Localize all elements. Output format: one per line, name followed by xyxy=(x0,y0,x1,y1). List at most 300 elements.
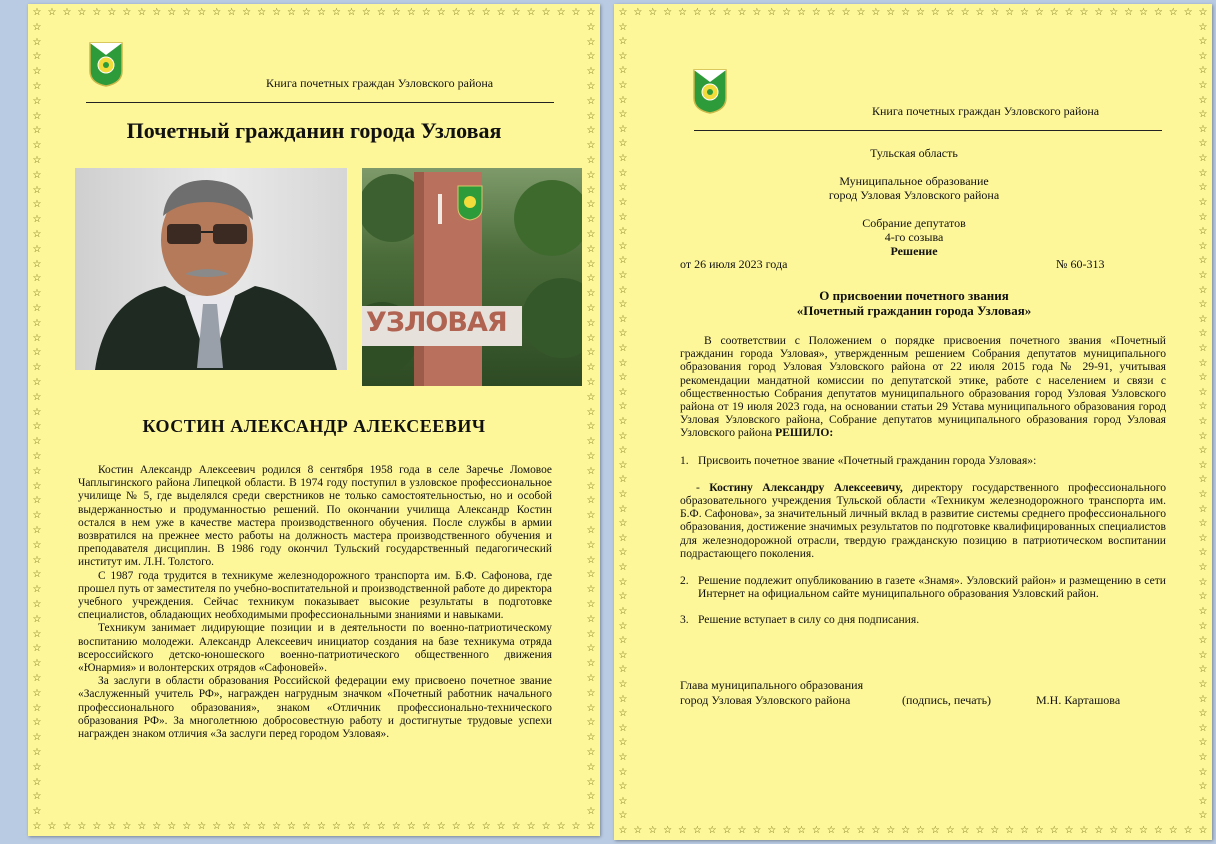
star-icon: ☆ xyxy=(1153,825,1163,836)
star-icon: ☆ xyxy=(586,391,596,403)
star-icon: ☆ xyxy=(1168,825,1178,836)
star-icon: ☆ xyxy=(137,7,147,18)
decision-item-3 xyxy=(680,613,1166,626)
star-icon: ☆ xyxy=(32,465,42,477)
star-icon: ☆ xyxy=(618,576,628,588)
star-icon: ☆ xyxy=(1198,269,1208,281)
star-icon: ☆ xyxy=(32,199,42,211)
star-icon: ☆ xyxy=(197,821,207,832)
star-icon: ☆ xyxy=(1198,474,1208,486)
star-icon: ☆ xyxy=(586,806,596,818)
star-icon: ☆ xyxy=(92,7,102,18)
star-icon: ☆ xyxy=(1198,65,1208,77)
star-icon: ☆ xyxy=(618,737,628,749)
star-icon: ☆ xyxy=(212,821,222,832)
star-icon: ☆ xyxy=(331,821,341,832)
signature-title-2: город Узловая Узловского района xyxy=(680,693,851,707)
star-icon: ☆ xyxy=(1198,678,1208,690)
star-icon: ☆ xyxy=(32,21,42,33)
star-icon: ☆ xyxy=(618,65,628,77)
star-icon: ☆ xyxy=(32,717,42,729)
star-icon: ☆ xyxy=(618,401,628,413)
star-icon: ☆ xyxy=(618,153,628,165)
star-icon: ☆ xyxy=(1109,825,1119,836)
star-icon: ☆ xyxy=(32,495,42,507)
star-icon: ☆ xyxy=(1020,825,1030,836)
star-icon: ☆ xyxy=(618,649,628,661)
star-icon: ☆ xyxy=(152,7,162,18)
nominee-dash: - xyxy=(696,480,710,494)
star-icon: ☆ xyxy=(1034,825,1044,836)
star-icon: ☆ xyxy=(47,7,57,18)
star-icon: ☆ xyxy=(586,687,596,699)
star-icon: ☆ xyxy=(481,821,491,832)
star-icon: ☆ xyxy=(586,332,596,344)
star-icon: ☆ xyxy=(618,182,628,194)
decision-label: Решение xyxy=(890,244,938,258)
star-icon: ☆ xyxy=(586,229,596,240)
star-icon: ☆ xyxy=(32,732,42,744)
star-icon: ☆ xyxy=(1198,284,1208,296)
star-icon: ☆ xyxy=(1168,7,1178,18)
book-header: Книга почетных граждан Узловского района xyxy=(266,76,494,90)
star-icon: ☆ xyxy=(618,138,628,150)
assembly-line-2: 4-го созыва xyxy=(884,230,944,244)
star-icon: ☆ xyxy=(586,140,596,152)
preamble xyxy=(680,334,1166,440)
star-icon: ☆ xyxy=(32,776,42,788)
star-icon: ☆ xyxy=(1020,7,1030,18)
star-icon: ☆ xyxy=(466,821,476,832)
star-icon: ☆ xyxy=(436,7,446,18)
item-text: Присвоить почетное звание «Почетный гражданин города Узловая»: xyxy=(698,453,1037,467)
star-icon: ☆ xyxy=(122,7,132,18)
star-icon: ☆ xyxy=(406,7,416,18)
star-icon: ☆ xyxy=(1005,7,1015,18)
star-icon: ☆ xyxy=(586,258,596,270)
star-icon: ☆ xyxy=(32,229,42,240)
star-icon: ☆ xyxy=(32,673,42,684)
star-icon: ☆ xyxy=(586,273,596,285)
star-icon: ☆ xyxy=(707,825,717,836)
star-icon: ☆ xyxy=(1198,810,1208,822)
star-icon: ☆ xyxy=(32,554,42,566)
star-icon: ☆ xyxy=(586,317,596,329)
star-icon: ☆ xyxy=(1198,94,1208,106)
star-icon: ☆ xyxy=(618,635,628,647)
star-icon: ☆ xyxy=(722,7,732,18)
right-page xyxy=(614,4,1212,840)
municipality-line-1: Муниципальное образование xyxy=(839,174,989,188)
star-icon: ☆ xyxy=(930,825,940,836)
star-icon: ☆ xyxy=(663,7,673,18)
star-icon: ☆ xyxy=(826,825,836,836)
star-icon: ☆ xyxy=(526,7,536,18)
star-icon: ☆ xyxy=(32,569,42,581)
star-icon: ☆ xyxy=(32,110,42,122)
star-icon: ☆ xyxy=(960,7,970,18)
subject-line-1: О присвоении почетного звания xyxy=(819,288,1009,303)
star-icon: ☆ xyxy=(1198,7,1208,18)
star-icon: ☆ xyxy=(586,599,596,610)
star-icon: ☆ xyxy=(197,7,207,18)
star-icon: ☆ xyxy=(586,21,596,33)
star-icon: ☆ xyxy=(796,825,806,836)
star-icon: ☆ xyxy=(618,518,628,530)
honoree-name: КОСТИН АЛЕКСАНДР АЛЕКСЕЕВИЧ xyxy=(142,416,486,436)
star-icon: ☆ xyxy=(618,109,628,121)
signature-title-1: Глава муниципального образования xyxy=(680,678,864,692)
star-icon: ☆ xyxy=(32,643,42,655)
star-icon: ☆ xyxy=(32,140,42,152)
star-icon: ☆ xyxy=(1198,50,1208,62)
star-icon: ☆ xyxy=(32,510,42,522)
city-sign-photo xyxy=(362,168,582,386)
star-icon: ☆ xyxy=(1198,576,1208,588)
star-icon: ☆ xyxy=(1183,7,1193,18)
star-icon: ☆ xyxy=(92,821,102,832)
assembly-line-1: Собрание депутатов xyxy=(862,216,966,230)
star-icon: ☆ xyxy=(871,825,881,836)
star-icon: ☆ xyxy=(586,673,596,684)
star-icon: ☆ xyxy=(618,313,628,325)
star-icon: ☆ xyxy=(32,806,42,818)
star-icon: ☆ xyxy=(317,7,326,18)
star-icon: ☆ xyxy=(1079,7,1089,18)
star-icon: ☆ xyxy=(618,445,628,457)
star-icon: ☆ xyxy=(678,825,687,836)
star-icon: ☆ xyxy=(871,7,881,18)
star-icon: ☆ xyxy=(1153,7,1163,18)
star-icon: ☆ xyxy=(901,825,911,836)
star-icon: ☆ xyxy=(915,7,925,18)
star-icon: ☆ xyxy=(586,110,596,122)
star-icon: ☆ xyxy=(32,125,42,137)
star-icon: ☆ xyxy=(32,480,42,492)
star-icon: ☆ xyxy=(886,825,896,836)
star-icon: ☆ xyxy=(586,81,596,92)
star-icon: ☆ xyxy=(618,810,628,822)
bio-paragraph: За заслуги в области образования Российской федерации ему присвоено почетное звание «Заслуженный учитель РФ», награжден нагрудным значком «Почетный работник начального профессионального образования», знаком «Отличник профессионально-технического образования РФ». За многолетнюю добросовестную работу и достигнутые трудовые успехи награжден знаком отличия «За заслуги перед городом Узловая». xyxy=(78,675,552,741)
star-icon: ☆ xyxy=(586,480,596,492)
star-icon: ☆ xyxy=(618,342,628,354)
star-icon: ☆ xyxy=(945,7,955,18)
star-icon: ☆ xyxy=(586,7,596,18)
star-icon: ☆ xyxy=(1198,430,1208,442)
star-icon: ☆ xyxy=(618,591,628,603)
page-title: Почетный гражданин города Узловая xyxy=(126,118,502,143)
star-icon: ☆ xyxy=(32,761,42,773)
star-icon: ☆ xyxy=(1198,635,1208,647)
biography xyxy=(78,464,552,741)
star-icon: ☆ xyxy=(618,678,628,690)
star-icon: ☆ xyxy=(586,95,596,107)
star-icon: ☆ xyxy=(856,825,866,836)
star-icon: ☆ xyxy=(32,525,42,536)
star-icon: ☆ xyxy=(618,50,628,62)
item-number: 3. xyxy=(680,613,689,627)
decision-body xyxy=(680,334,1166,627)
star-icon: ☆ xyxy=(618,766,628,778)
star-icon: ☆ xyxy=(796,7,806,18)
star-icon: ☆ xyxy=(586,155,596,166)
star-icon: ☆ xyxy=(586,36,596,48)
star-icon: ☆ xyxy=(1198,737,1208,749)
star-icon: ☆ xyxy=(1198,825,1208,836)
star-icon: ☆ xyxy=(618,489,628,501)
bio-paragraph: Костин Александр Алексеевич родился 8 сентября 1958 года в селе Заречье Ломовое Чаплыгинского района Липецкой области. В 1974 году поступил в узловское профессиональное училище № 5, где выделялся среди сверстников не только самостоятельностью, но и особой выдержанностью и продуманностью решений. По окончании училища Александр Костин остался в нем уже в качестве мастера производственного обучения. После службы в армии возвратился на прежнее место работы на должность мастера производственного обучения и преподавателя дисциплин. В 1986 году окончил Тульский государственный педагогический институт им. Л.Н. Толстого. xyxy=(78,464,552,569)
star-icon: ☆ xyxy=(586,628,596,640)
star-icon: ☆ xyxy=(32,613,42,625)
bio-paragraph: С 1987 года трудится в техникуме железнодорожного транспорта им. Б.Ф. Сафонова, где прошел путь от заместителя по учебно-воспитательной и производственной работе до директора учебного учреждения. Сейчас техникум показывает высокие результаты в подготовке специалистов, обладающих необходимыми профессиональными знаниями и навыками. xyxy=(78,569,552,622)
star-icon: ☆ xyxy=(945,825,955,836)
star-icon: ☆ xyxy=(1198,751,1208,763)
star-icon: ☆ xyxy=(1198,109,1208,121)
star-icon: ☆ xyxy=(1198,372,1208,384)
star-icon: ☆ xyxy=(586,554,596,566)
decision-item-1 xyxy=(680,454,1166,467)
star-icon: ☆ xyxy=(586,525,596,536)
star-icon: ☆ xyxy=(618,532,628,544)
star-icon: ☆ xyxy=(618,269,628,281)
star-icon: ☆ xyxy=(1198,781,1208,793)
star-icon: ☆ xyxy=(47,821,57,832)
star-icon: ☆ xyxy=(1005,825,1015,836)
star-icon: ☆ xyxy=(707,7,717,18)
star-icon: ☆ xyxy=(32,258,42,270)
star-icon: ☆ xyxy=(886,7,896,18)
star-icon: ☆ xyxy=(1198,503,1208,515)
star-icon: ☆ xyxy=(618,7,628,18)
star-icon: ☆ xyxy=(257,821,267,832)
star-icon: ☆ xyxy=(618,430,628,442)
star-icon: ☆ xyxy=(1198,693,1208,705)
star-icon: ☆ xyxy=(737,825,747,836)
star-icon: ☆ xyxy=(1139,7,1148,18)
star-icon: ☆ xyxy=(556,7,566,18)
star-icon: ☆ xyxy=(586,821,596,832)
star-icon: ☆ xyxy=(1198,21,1208,33)
star-icon: ☆ xyxy=(1049,825,1059,836)
star-icon: ☆ xyxy=(618,21,628,33)
star-icon: ☆ xyxy=(32,184,42,196)
star-icon: ☆ xyxy=(586,761,596,773)
star-icon: ☆ xyxy=(77,7,87,18)
star-icon: ☆ xyxy=(32,687,42,699)
star-icon: ☆ xyxy=(1198,328,1208,340)
star-icon: ☆ xyxy=(1198,649,1208,661)
star-icon: ☆ xyxy=(586,184,596,196)
star-icon: ☆ xyxy=(586,791,596,803)
star-icon: ☆ xyxy=(287,7,297,18)
star-icon: ☆ xyxy=(990,825,1000,836)
star-icon: ☆ xyxy=(826,7,836,18)
star-icon: ☆ xyxy=(32,628,42,640)
star-icon: ☆ xyxy=(32,584,42,596)
star-icon: ☆ xyxy=(586,702,596,714)
star-icon: ☆ xyxy=(618,357,628,369)
star-icon: ☆ xyxy=(586,288,596,300)
decision-number: № 60-313 xyxy=(1056,257,1105,271)
star-icon: ☆ xyxy=(586,465,596,477)
star-icon: ☆ xyxy=(541,7,551,18)
star-icon: ☆ xyxy=(1198,416,1208,427)
star-icon: ☆ xyxy=(1198,386,1208,398)
star-icon: ☆ xyxy=(1198,255,1208,267)
star-icon: ☆ xyxy=(526,821,536,832)
star-icon: ☆ xyxy=(1198,605,1208,617)
star-icon: ☆ xyxy=(618,562,628,574)
star-icon: ☆ xyxy=(633,7,643,18)
star-icon: ☆ xyxy=(32,317,42,329)
star-icon: ☆ xyxy=(287,821,297,832)
decision-date: от 26 июля 2023 года xyxy=(680,257,788,271)
star-icon: ☆ xyxy=(618,80,628,92)
star-icon: ☆ xyxy=(586,643,596,655)
star-icon: ☆ xyxy=(1198,445,1208,457)
coat-of-arms-icon xyxy=(88,41,124,87)
star-icon: ☆ xyxy=(32,51,42,63)
star-icon: ☆ xyxy=(391,7,401,18)
star-icon: ☆ xyxy=(167,7,177,18)
star-icon: ☆ xyxy=(1198,313,1208,325)
star-icon: ☆ xyxy=(32,36,42,48)
star-icon: ☆ xyxy=(77,821,87,832)
star-icon: ☆ xyxy=(167,821,177,832)
star-icon: ☆ xyxy=(618,328,628,340)
star-icon: ☆ xyxy=(511,7,521,18)
item-number: 2. xyxy=(680,574,689,588)
star-icon: ☆ xyxy=(302,821,311,832)
star-icon: ☆ xyxy=(915,825,925,836)
star-icon: ☆ xyxy=(32,214,42,226)
star-icon: ☆ xyxy=(1124,825,1134,836)
star-icon: ☆ xyxy=(586,495,596,507)
star-icon: ☆ xyxy=(618,781,628,793)
star-icon: ☆ xyxy=(586,421,596,433)
star-icon: ☆ xyxy=(1034,7,1044,18)
header-rule xyxy=(694,130,1162,131)
star-icon: ☆ xyxy=(618,240,628,252)
star-icon: ☆ xyxy=(32,347,42,359)
star-icon: ☆ xyxy=(1198,226,1208,238)
star-icon: ☆ xyxy=(1198,795,1208,807)
bio-paragraph: Техникум занимает лидирующие позиции и в деятельности по военно-патриотическому воспитанию молодежи. Александр Алексеевич инициатор создания на базе техникума отряда всероссийского детско-юношеского военно-патриотического общественного движения «Юнармия» и волонтерских отрядов «Сафоновей». xyxy=(78,622,552,675)
star-icon: ☆ xyxy=(32,658,42,670)
star-icon: ☆ xyxy=(32,539,42,551)
star-icon: ☆ xyxy=(960,825,970,836)
star-icon: ☆ xyxy=(648,825,658,836)
star-icon: ☆ xyxy=(618,751,628,763)
star-icon: ☆ xyxy=(346,821,356,832)
decision-item-2 xyxy=(680,574,1166,600)
star-icon: ☆ xyxy=(331,7,341,18)
star-icon: ☆ xyxy=(227,821,237,832)
star-icon: ☆ xyxy=(618,620,628,632)
star-icon: ☆ xyxy=(496,7,506,18)
star-icon: ☆ xyxy=(302,7,311,18)
star-icon: ☆ xyxy=(466,7,476,18)
star-icon: ☆ xyxy=(107,821,117,832)
star-icon: ☆ xyxy=(618,459,628,471)
star-icon: ☆ xyxy=(571,821,581,832)
item-text: Решение вступает в силу со дня подписания. xyxy=(698,613,920,627)
star-icon: ☆ xyxy=(618,255,628,267)
star-icon: ☆ xyxy=(618,547,628,559)
star-icon: ☆ xyxy=(737,7,747,18)
star-icon: ☆ xyxy=(152,821,162,832)
star-icon: ☆ xyxy=(618,386,628,398)
star-icon: ☆ xyxy=(1198,342,1208,354)
star-icon: ☆ xyxy=(586,169,596,181)
star-icon: ☆ xyxy=(767,7,777,18)
star-icon: ☆ xyxy=(421,821,431,832)
star-icon: ☆ xyxy=(618,284,628,296)
star-icon: ☆ xyxy=(586,539,596,551)
star-icon: ☆ xyxy=(1198,80,1208,92)
preamble-text: В соответствии с Положением о порядке присвоения почетного звания «Почетный гражданин города Узловая», утвержденным решением Собрания депутатов муниципального образования город Узловая Узловского района от 22 июля 2015 года № 29-91, учитывая рекомендации мандатной комиссии по депутатской этике, работе с населением и связи с общественностью Собрания депутатов муниципального образования город Узловая Узловского района от 19 июля 2023 года, на основании статьи 29 Устава муниципального образования город Узловая Узловского района, Собрание депутатов муниципального образования город Узловая Узловского района xyxy=(680,334,1166,440)
star-icon: ☆ xyxy=(32,66,42,78)
star-icon: ☆ xyxy=(586,584,596,596)
star-icon: ☆ xyxy=(618,503,628,515)
portrait-photo xyxy=(75,168,347,370)
star-icon: ☆ xyxy=(1198,357,1208,369)
star-icon: ☆ xyxy=(618,693,628,705)
star-icon: ☆ xyxy=(32,362,42,374)
star-icon: ☆ xyxy=(1198,518,1208,530)
star-icon: ☆ xyxy=(1183,825,1193,836)
star-icon: ☆ xyxy=(1198,459,1208,471)
star-icon: ☆ xyxy=(1198,562,1208,574)
star-icon: ☆ xyxy=(32,95,42,107)
star-icon: ☆ xyxy=(1198,708,1208,720)
star-icon: ☆ xyxy=(32,791,42,803)
star-icon: ☆ xyxy=(1198,489,1208,501)
star-icon: ☆ xyxy=(618,708,628,720)
star-icon: ☆ xyxy=(32,169,42,181)
city-sign-text: УЗЛОВАЯ xyxy=(366,307,507,338)
star-icon: ☆ xyxy=(32,303,42,314)
star-icon: ☆ xyxy=(272,821,282,832)
star-icon: ☆ xyxy=(436,821,446,832)
star-icon: ☆ xyxy=(451,821,461,832)
star-icon: ☆ xyxy=(1198,36,1208,48)
left-page xyxy=(28,4,600,836)
star-icon: ☆ xyxy=(586,436,596,448)
star-icon: ☆ xyxy=(586,732,596,744)
star-icon: ☆ xyxy=(1198,138,1208,150)
star-icon: ☆ xyxy=(361,821,371,832)
star-icon: ☆ xyxy=(1198,591,1208,603)
star-icon: ☆ xyxy=(496,821,506,832)
star-icon: ☆ xyxy=(62,821,72,832)
star-icon: ☆ xyxy=(182,821,192,832)
star-icon: ☆ xyxy=(1198,167,1208,179)
star-icon: ☆ xyxy=(1064,825,1074,836)
star-icon: ☆ xyxy=(586,243,596,255)
star-icon: ☆ xyxy=(32,377,42,388)
star-icon: ☆ xyxy=(586,125,596,137)
star-icon: ☆ xyxy=(376,7,386,18)
star-icon: ☆ xyxy=(618,416,628,427)
star-icon: ☆ xyxy=(811,7,821,18)
star-icon: ☆ xyxy=(1198,664,1208,676)
star-icon: ☆ xyxy=(618,795,628,807)
star-icon: ☆ xyxy=(782,825,792,836)
star-icon: ☆ xyxy=(586,776,596,788)
star-icon: ☆ xyxy=(618,196,628,208)
star-icon: ☆ xyxy=(32,451,42,462)
